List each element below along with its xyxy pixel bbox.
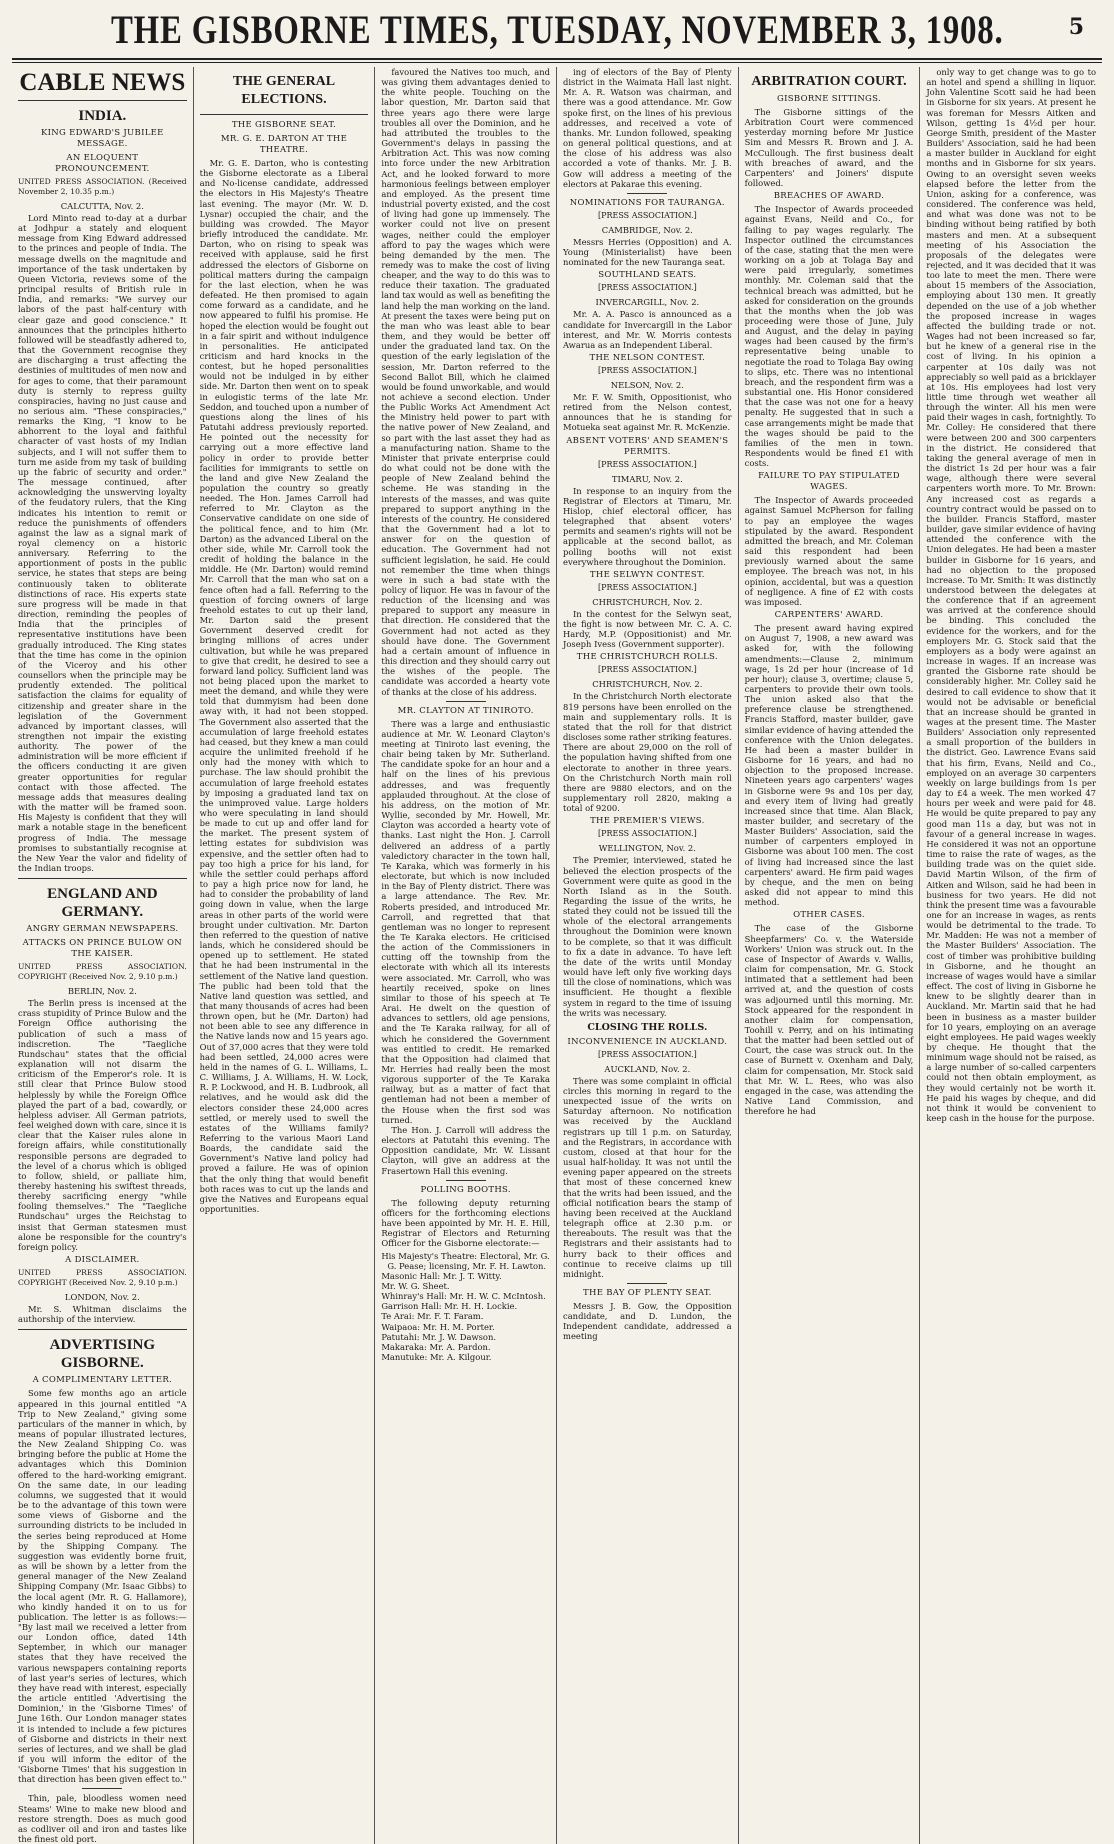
- absent-body: In response to an inquiry from the Registrar of Electors at Timaru, Mr. Hislop, chief electoral officer, has telegraphed that absent voters' permits and seamen's rights will not be applicable at the second ballot, as polling booths will not exist everywhere throughout the Dominion.: [563, 485, 732, 567]
- failure-body: The Inspector of Awards proceeded against Samuel McPherson for failing to pay an employee the wages stipulated by the award. Respondent admitted the breach, and Mr. Coleman said this respondent had been previously warned about the same employee. The breach was not, in his opinion, accidental, but was a question of negligence. A fine of £2 with costs was imposed.: [744, 495, 914, 607]
- clayton-heading: MR. CLAYTON AT TINIROTO.: [397, 705, 534, 716]
- absent-heading: ABSENT VOTERS' AND SEAMEN'S PERMITS.: [566, 435, 729, 457]
- india-subheading-2: AN ELOQUENT PRONOUNCEMENT.: [55, 153, 150, 174]
- columns: [12, 67, 1102, 1844]
- other-cases-heading: OTHER CASES.: [793, 910, 865, 921]
- list-item: Te Arai: Mr. F. T. Faram.: [381, 1311, 484, 1322]
- disclaimer-dateline: LONDON, Nov. 2.: [64, 1292, 140, 1303]
- gisborne-seat-subheading: THE GISBORNE SEAT.: [231, 120, 337, 130]
- arbitration-subheading: GISBORNE SITTINGS.: [777, 94, 881, 104]
- list-item: Manutuke: Mr. A. Kilgour.: [381, 1352, 492, 1363]
- premier-body: The Premier, interviewed, stated he believed the election prospects of the Government were quite as good in the North Island as in the South. Regarding the issue of the writs, he stated they could not be issued till the whole of the electoral arrangements throughout the Dominion were known to be complete, so that it was difficult to fix a date in advance. To have left the date of the writs until Monday would have left only five working days till the close of nominations, which was insufficient. He thought a flexible system in regard to the time of issuing the writs was necessary.: [563, 855, 732, 1018]
- nominations-body: Messrs Herries (Opposition) and A. Young (Ministerialist) have been nominated for the new Tauranga seat.: [563, 236, 732, 268]
- rolls-credit: [PRESS ASSOCIATION.]: [597, 665, 697, 675]
- absent-credit: [PRESS ASSOCIATION.]: [597, 459, 697, 469]
- masthead-title: THE GISBORNE TIMES, TUESDAY, NOVEMBER 3, 1908.: [110, 6, 1004, 52]
- column-3: [375, 67, 557, 1844]
- other-cases-body: The case of the Gisborne Sheepfarmers' Co. v. the Waterside Workers' Union was struck out. In the case of Inspector of Awards v. Wallis, claim for compensation, Mr. G. Stock intimated that a settlement had been arrived at, and the question of costs was adjourned until this morning. Mr. Stock appeared for the respondent in another claim for compensation, Toohill v. Perry, and on his intimating that the matter had been settled out of Court, the case was struck out. In the case of Burnett v. Oxenham and Daly, claim for compensation, Mr. Stock said that Mr. W. L. Rees, who was also engaged in the case, was attending the Native Land Commission, and therefore he had: [744, 923, 914, 1117]
- divider: [627, 193, 667, 194]
- list-item: Masonic Hall: Mr. J. T. Witty.: [381, 1270, 502, 1281]
- disclaimer-heading: A DISCLAIMER.: [65, 1255, 140, 1266]
- list-item: Mr. W. G. Sheet.: [381, 1280, 450, 1291]
- disclaimer-body: Mr. S. Whitman disclaims the authorship of the interview.: [18, 1304, 187, 1325]
- closing-rolls-body: There was some complaint in official circles this morning in regard to the unexpected issue of the writs on Saturday afternoon. No notification was received by the Auckland registrars up till 1 p.m. on Saturday, and the Registrars, in accordance with custom, closed at that hour for the usual half-holiday. It was not until the evening paper appeared on the streets that most of these concerned knew that the writs had been issued, and the official notification bears the stamp of having been received at the Auckland telegraph office at 2.30 p.m. or thereabouts. The result was that the Registrars and their assistants had to hurry back to their offices and continue to receive claims up till midnight.: [563, 1075, 732, 1279]
- failure-heading: FAILURE TO PAY STIPULATED WAGES.: [758, 471, 900, 493]
- divider: [18, 878, 187, 879]
- carpenters-body: The present award having expired on August 7, 1908, a new award was asked for, with the following amendments:—Clause 2, minimum wage, 1s 2d per hour (increase of 1d per hour); clause 3, overtime; clause 5, carpenters to provide their own tools. The union asked also that the preference clause be strengthened. Francis Stafford, master builder, gave similar evidence of having attended the conference with the Union delegates. He had been a master builder in Gisborne for 16 years, and had no objection to the proposed increase. Nineteen years ago carpenters' wages in Gisborne were 9s and 10s per day, and every item of living had greatly increased since that time. Alan Black, master builder, and secretary of the Master Builders' Association, said the number of carpenters employed in Gisborne was about 100 men. The cost of living had increased since the last carpenters' award. He firm paid wages by cheque, and the men on being asked did not appear to mind this method.: [744, 623, 914, 908]
- england-credit: UNITED PRESS ASSOCIATION. COPYRIGHT (Received Nov. 2, 9.10 p.m.): [18, 962, 187, 982]
- polling-body: The following deputy returning officers for the forthcoming elections have been appointed by Mr. H. E. Hill, Registrar of Electors and Returning Officer for the Gisborne electorate:—: [381, 1197, 550, 1249]
- premier-dateline: WELLINGTON, Nov. 2.: [598, 843, 696, 854]
- column-6: [920, 67, 1102, 1844]
- divider: [18, 1329, 187, 1330]
- selwyn-body: In the contest for the Selwyn seat, the fight is now between Mr. C. A. C. Hardy, M.P. (Oppositionist) and Mr. Joseph Ivess (Government supporter).: [563, 608, 732, 650]
- england-dateline: BERLIN, Nov. 2.: [67, 986, 137, 997]
- advertising-closing: Thin, pale, bloodless women need Steams' Wine to make new blood and restore strength. Does as much good as codliver oil and iron and tastes like the finest old port.: [18, 1793, 187, 1844]
- plenty-heading: THE BAY OF PLENTY SEAT.: [583, 1287, 712, 1298]
- list-item: Whinray's Hall: Mr. H. W. C. McIntosh.: [381, 1291, 546, 1302]
- premier-heading: THE PREMIER'S VIEWS.: [590, 816, 705, 827]
- rolls-dateline: CHRISTCHURCH, Nov. 2.: [592, 679, 703, 690]
- selwyn-credit: [PRESS ASSOCIATION.]: [597, 582, 697, 592]
- nelson-heading: THE NELSON CONTEST.: [589, 352, 706, 363]
- selwyn-dateline: CHRISTCHURCH, Nov. 2.: [592, 596, 703, 607]
- southland-body: Mr. A. A. Pasco is announced as a candidate for Invercargill in the Labor interest, and Mr. W. Morris contests Awarua as an Independent Liberal.: [563, 309, 732, 350]
- polling-heading: POLLING BOOTHS.: [420, 1184, 511, 1195]
- england-subheading-2: ATTACKS ON PRINCE BULOW ON THE KAISER.: [22, 938, 182, 960]
- divider: [18, 100, 187, 101]
- list-item: Garrison Hall: Mr. H. H. Lockie.: [381, 1301, 518, 1312]
- absent-dateline: TIMARU, Nov. 2.: [611, 473, 683, 484]
- disclaimer-credit: UNITED PRESS ASSOCIATION. COPYRIGHT (Received Nov. 2, 9.10 p.m.): [18, 1268, 187, 1288]
- column-1: [12, 67, 194, 1844]
- elections-heading: THE GENERAL ELECTIONS.: [232, 74, 336, 107]
- advertising-heading: ADVERTISING GISBORNE.: [49, 1337, 155, 1372]
- advertising-subheading: A COMPLIMENTARY LETTER.: [32, 1375, 173, 1386]
- rolls-body: In the Christchurch North electorate 819 persons have been enrolled on the main and supplementary rolls. It is stated that the roll for that district discloses some rather striking features. There are about 29,000 on the roll of the population having shifted from one electorate to another in three years. On the Christchurch North main roll there are 9880 electors, and on the supplementary roll 2820, making a total of 9200.: [563, 691, 732, 814]
- england-subheading: ANGRY GERMAN NEWSPAPERS.: [26, 924, 179, 935]
- list-item: Makaraka: Mr. A. Pardon.: [381, 1341, 491, 1352]
- column-5: [739, 67, 921, 1844]
- divider: [627, 1283, 667, 1284]
- darton-body-continued: favoured the Natives too much, and was giving them advantages denied to the white people. Touching on the labor question, Mr. Darton said that three years ago there were large troubles all over the Dominion, and he had attributed the troubles to the Government's delays in passing the Arbitration Act. This was now coming into force under the new Arbitration Act, and he looked forward to more harmonious feelings between employer and employed. As the present time industrial poverty existed, and the cost of living had gone up immensely. The worker could not live on present wages, neither could the employer afford to pay the wages which were being demanded by the men. The remedy was to make the cost of living cheaper, and the way to do this was to reduce their taxation. The graduated land tax would as well as benefiting the land help the man working on the land. At present the taxes were being put on the man who was least able to bear them, and they would be better off under the graduated land tax. On the question of the early legislation of the session, Mr. Darton referred to the Second Ballot Bill, which he claimed would be found unworkable, and would not achieve a second election. Under the Public Works Act Amendment Act the Ministry held power to part with the native power of New Zealand, and so part with the last asset they had as a manufacturing nation. Shame to the Minister that private enterprise could do what could not be done with the people of New Zealand behind the scheme. He was standing in the interests of the masses, and was quite prepared to support anything in the interests of the country. He considered that the Government had a lot to answer for on the question of education. The Government had not sufficient legislation, he said. He could not remember the time when things were in such a bad state with the policy of liquor. He was in favour of the reduction of the licensing and was prepared to support any measure in that direction. He considered that the Government had not acted as they should have done. The Government had a certain amount of influence in this direction and they should carry out the wishes of the people. The candidate was accorded a hearty vote of thanks at the close of his address.: [381, 67, 550, 697]
- selwyn-heading: THE SELWYN CONTEST.: [589, 569, 705, 580]
- closing-rolls-heading: CLOSING THE ROLLS.: [587, 1021, 708, 1033]
- closing-rolls-dateline: AUCKLAND, Nov. 2.: [604, 1063, 691, 1074]
- masthead: [12, 0, 1102, 60]
- plenty-body-continued: ing of electors of the Bay of Plenty district in the Waimata Hall last night. Mr. A. R. Watson was chairman, and there was a good attendance. Mr. Gow spoke first, on the lines of his previous addresses, and received a vote of thanks. Mr. Lundon followed, speaking on general political questions, and at the close of his address was also accorded a vote of thanks. Mr. J. B. Gow will address a meeting of the electors at Pakarae this evening.: [563, 67, 732, 189]
- masthead-rule: [12, 60, 1102, 63]
- page-number: 5: [1068, 14, 1084, 40]
- darton-subheading: MR. G. E. DARTON AT THE THEATRE.: [220, 134, 348, 155]
- polling-list: [381, 1251, 550, 1363]
- southland-heading: SOUTHLAND SEATS.: [598, 270, 697, 281]
- divider: [200, 114, 369, 115]
- list-item: Patutahi: Mr. J. W. Dawson.: [381, 1331, 497, 1342]
- clayton-body: There was a large and enthusiastic audience at Mr. W. Leonard Clayton's meeting at Tiniroto last evening, the chair being taken by Mr. Sutherland. The candidate spoke for an hour and a half on the lines of his previous addresses, and was frequently applauded throughout. At the close of his address, on the motion of Mr. Wyllie, seconded by Mr. Howell, Mr. Clayton was accorded a hearty vote of thanks. Last night the Hon. J. Carroll delivered an address of a partly valedictory character in the town hall, Te Karaka, which was formerly in his electorate, but which is now included in the Bay of Plenty district. There was a large attendance. The Rev. Mr. Roberts presided, and introduced Mr. Carroll, and regretted that that gentleman was no longer to represent the Te Karaka electors. He criticised the action of the Commissioners in cutting off the township from the electorate with which all its interests were associated. Mr. Carroll, who was heartily received, spoke on lines similar to those of his speech at Te Arai. He dwelt on the question of advances to settlers, old age pensions, and the Te Karaka railway, for all of which he considered the Government was entitled to credit. He remarked that the Opposition had claimed that Mr. Herries had really been the most vigorous supporter of the Te Karaka railway, but as a matter of fact that gentleman had not been a member of the House when the first sod was turned.: [381, 718, 550, 1125]
- india-heading: INDIA.: [78, 108, 127, 124]
- divider: [446, 1180, 486, 1181]
- nominations-heading: NOMINATIONS FOR TAURANGA.: [569, 197, 725, 208]
- breaches-body: The Inspector of Awards proceeded against Evans, Neild and Co., for failing to pay wages regularly. The Inspector outlined the circumstances of the case, stating that the men were working on a job at Tolaga Bay and were paid irregularly, sometimes monthly. Mr. Coleman said that the technical breach was admitted, but he asked for consideration on the grounds that the months when the job was proceeding were those of June, July and August, and the delay in paying wages had been caused by the firm's representative being unable to negotiate the road to Tolaga Bay owing to slips, etc. There was no intentional breach, and the respondent firm was a substantial one. His Honor considered that the case was not one for a heavy penalty. He suggested that in such a case arrangements might be made that the wages should be paid to the families of the men in town. Respondents would be fined £1 with costs.: [744, 204, 914, 469]
- southland-dateline: INVERCARGILL, Nov. 2.: [595, 297, 700, 308]
- plenty-body: Messrs J. B. Gow, the Opposition candidate, and D. Lundon, the Independent candidate, addressed a meeting: [563, 1300, 732, 1342]
- carpenters-evidence-body: only way to get change was to go to an hotel and spend a shilling in liquor. John Valentine Scott said he had been in Gisborne for six years. At present he was foreman for Messrs Aitken and Wilson, getting 1s 4½d per hour. George Smith, president of the Master Builders' Association, said he had been a master builder in Auckland for eight months and in Gisborne for six years. Owing to an oversight seven weeks elapsed before the letter from the Union, asking for a conference, was considered. The conference was held, and what was done was not to be binding without being ratified by both masters and men. At a subsequent meeting of his Association the proposals of the delegates were rejected, and it was decided that it was too late to meet the men. There were about 15 members of the Association, employing about 130 men. It greatly depended on the use of a job whether the proposed increase in wages affected the building trade or not. Wages had not been increased so far, but he knew of a general rise in the cost of living. In his opinion a carpenter at 10s daily was not appreciably so well paid as a bricklayer at 10s. His employees had lost very little time through wet weather all through the winter. All his men were paid their wages in cash, fortnightly. To Mr. Colley: He considered that there were between 200 and 300 carpenters in the district. He considered that taking the general average of men in the district 1s 2d per hour was a fair wage, although there were several carpenters worth more. To Mr. Brown: Any increased cost as regards a country contract would be passed on to the builder. Francis Stafford, master builder, gave similar evidence of having attended the conference with the Union delegates. He had been a master builder in Gisborne for 16 years, and had no objection to the proposed increase. To Mr. Smith: It was distinctly understood between the delegates at the conference that if an agreement was arrived at the conference should be binding. This concluded the evidence for the workers, and for the employers Mr. G. Stock said that the employers as a body were against an increase in wages. If an increase was granted the Gisborne rate should be considerably higher. Mr. Colley said he desired to call evidence to show that it would not be advisable or beneficial that an increase should be granted in wages at the present time. The Master Builders' Association only represented a small proportion of the builders in the district. Geo. Lawrence Evans said that his firm, Evans, Neild and Co., employed on an average 30 carpenters weekly on large buildings from 1s per day to £4 a week. The men worked 47 hours per week and were paid for 48. He would be quite prepared to pay any good man 11s a day, but was not in favour of a general increase in wages. He considered it was not an opportune time to raise the rate of wages, as the building trade was on the quiet side. David Martin Wilson, of the firm of Aitken and Wilson, said he had been in business for two years. He did not think the present time was a favourable one for an increase in wages, as rents would be detrimental to the trade. To Mr. Madden: He was not a member of the Master Builders' Association. The cost of timber was prohibitive building in Gisborne, and he thought an increase of wages would have a similar effect. The cost of living in Gisborne he knew to be slightly dearer than in Auckland. Mr. Martin said that he had been in business as a master builder for 10 years, employing on an average eight employees. He paid wages weekly by cheque. He thought that the minimum wage should not be raised, as a large number of so-called carpenters could not then obtain employment, as they would certainly not be worth it. He paid his wages by cheque, and did not think it would be convenient to keep cash in the house for the purpose.: [926, 67, 1096, 1124]
- india-dateline: CALCUTTA, Nov. 2.: [60, 201, 144, 211]
- clayton-closing: The Hon. J. Carroll will address the electors at Patutahi this evening. The Opposition candidate, Mr. W. Lissant Clayton, will give an address at the Frasertown Hall this evening.: [381, 1124, 550, 1176]
- nelson-dateline: NELSON, Nov. 2.: [610, 379, 684, 390]
- advertising-body: Some few months ago an article appeared in this journal entitled "A Trip to New Zealand," giving some particulars of the manner in which, by means of popular illustrated lectures, the New Zealand Shipping Co. was bringing before the public at Home the advantages which this Dominion offered to the hard-working emigrant. On the same date, in our leading columns, we suggested that it would be to the advantage of this town were some views of Gisborne and the surrounding districts to be included in the series being reproduced at Home by the Shipping Company. The suggestion was evidently borne fruit, as will be shown by a letter from the general manager of the New Zealand Shipping Company (Mr. Isaac Gibbs) to the local agent (Mr. R. G. Hallamore), who kindly handed it on to us for publication. The letter is as follows:— "By last mail we received a letter from our London office, dated 14th September, in which our manager states that they have received the various newspapers containing reports of last year's series of lectures, which they have read with interest, especially the article entitled 'Advertising the Dominion,' in the 'Gisborne Times' of June 16th. Our London manager states it is intended to include a few pictures of Gisborne and districts in their next series of lectures, and we shall be glad if you will inform the editor of the 'Gisborne Times' that his suggestion in that direction has been given effect to.": [18, 1388, 187, 1785]
- england-heading: ENGLAND AND GERMANY.: [47, 886, 158, 921]
- nelson-body: Mr. F. W. Smith, Oppositionist, who retired from the Nelson contest, announces that he is standing for Motueka seat against Mr. R. McKenzie.: [563, 391, 732, 433]
- column-2: [194, 67, 376, 1844]
- rolls-heading: THE CHRISTCHURCH ROLLS.: [576, 652, 718, 663]
- darton-body: Mr. G. E. Darton, who is contesting the Gisborne electorate as a Liberal and No-license candidate, addressed the electors in His Majesty's Theatre last evening. The mayor (Mr. W. D. Lysnar) occupied the chair, and the building was crowded. The Mayor briefly introduced the candidate. Mr. Darton, who on rising to speak was received with applause, said he first addressed the electors of Gisborne on political matters during the campaign for the last election, when he was defeated. He then promised to again come forward as a candidate, and he now appeared to fulfil his promise. He hoped the election would be fought out in a fair spirit and without indulgence in personalities. He anticipated criticism and hard knocks in the contest, but he hoped personalities would not be indulged in by either side. Mr. Darton then went on to speak in eulogistic terms of the late Mr. Seddon, and touched upon a number of questions along the lines of his Patutahi address previously reported. He pointed out the necessity for carrying out a more effective land policy in order to provide better facilities for immigrants to settle on the land and give New Zealand the population the country so greatly needed. The Hon. James Carroll had referred to Mr. Clayton as the Conservative candidate on one side of the political fence, and to him (Mr. Darton) as the advanced Liberal on the other side, while Mr. Carroll took the credit of holding the balance in the middle. He (Mr. Darton) would remind Mr. Carroll that the man who sat on a fence often had a fall. Referring to the question of forcing owners of large freehold estates to cut up their land, Mr. Darton said the present Government deserved credit for bringing millions of acres under cultivation, but while he was prepared to give that credit, he desired to see a forward land policy. Sufficient land was not being placed upon the market to meet the demand, and while they were told that dummyism had been done away with, it had not been stopped. The Government also asserted that the accumulation of large freehold estates had ceased, but they knew a man could acquire the unlimited freehold if he only had the money with which to purchase. The law should prohibit the accumulation of large freehold estates by imposing a graduated land tax on the unimproved value. Large holders who were speculating in land should be made to cut up and offer land for the market. The present system of letting estates for subdivision was expensive, and the settler often had to pay too high a price for his land, for while the settler could perhaps afford to pay a high price now for land, he had to consider the probability of land going down in value, when the large areas in other parts of the world were brought under cultivation. Mr. Darton then referred to the question of native lands, which he considered should be opened up to settlement. He stated that he had been instrumental in the settlement of the Native land question. The public had been told that the Native land question was settled, and that many thousands of acres had been thrown open, but he (Mr. Darton) had not been able to see any difference in the Native lands now and 15 years ago. Out of 37,000 acres that they were told had been settled, 24,000 acres were held in the names of G. L. Williams, L. C. Williams, J. A. Williams, H. W. Lock, R. P. Lockwood, and H. B. Ludbrook, all relatives, and he would ask did the electors consider these 24,000 acres settled, or merely used to swell the estates of the Williams family? Referring to the various Maori Land Boards, the candidate said the Government's Native land policy had proved a failure. He was of opinion that the only thing that would benefit both races was to cut up the lands and give the Natives and Europeans equal opportunities.: [199, 158, 369, 1215]
- arbitration-body: The Gisborne sittings of the Arbitration Court were commenced yesterday morning before Mr Justice Sim and Messrs R. Brown and J. A. McCullough. The first business dealt with breaches of award, and the Carpenters' and Joiners' dispute followed.: [744, 107, 914, 189]
- nominations-dateline: CAMBRIDGE, Nov. 2.: [601, 224, 693, 235]
- premier-credit: [PRESS ASSOCIATION.]: [597, 829, 697, 839]
- closing-rolls-subheading: INCONVENIENCE IN AUCKLAND.: [567, 1036, 728, 1047]
- arbitration-heading: ARBITRATION COURT.: [751, 74, 907, 89]
- cable-news-heading: CABLE NEWS: [19, 69, 186, 96]
- southland-credit: [PRESS ASSOCIATION.]: [597, 283, 697, 293]
- nelson-credit: [PRESS ASSOCIATION.]: [597, 365, 697, 375]
- india-subheading: KING EDWARD'S JUBILEE MESSAGE.: [40, 128, 164, 149]
- column-4: [557, 67, 739, 1844]
- breaches-heading: BREACHES OF AWARD.: [773, 191, 885, 202]
- england-body: The Berlin press is incensed at the crass stupidity of Prince Bulow and the Foreign Office authorising the publication of such a mass of indiscretion. The "Taegliche Rundschau" states that the official explanation will not disarm the criticism of the Emperor's role. It is still clear that Prince Bulow stood helplessly by while the Foreign Office played the part of a bad, cowardly, or helpless adviser. All German patriots, feel weighed down with care, since it is clear that the Kaiser rules alone in foreign affairs, while constitutionally responsible persons are degraded to the level of a chorus which is obliged to follow, shield, or palliate him, thereby hastening his swiftest threads, thereby sacrificing energy "while fooling themselves." The "Taegliche Rundschau" urges the Reichstag to insist that German statesmen must alone be responsible for the country's foreign policy.: [18, 998, 187, 1252]
- divider: [446, 701, 486, 702]
- list-item: Waipaoa: Mr. H. M. Porter.: [381, 1321, 495, 1332]
- india-body: Lord Minto read to-day at a durbar at Jodhpur a stately and eloquent message from King Edward addressed to the princes and people of India. The message dwells on the magnitude and importance of the task undertaken by Queen Victoria, reviews some of the principal results of British rule in India, and remarks: "We survey our labors of the past half-century with clear gaze and good conscience." It announces that the principles hitherto followed will be steadfastly adhered to, that the Government recognise they are discharging a trust affecting the destinies of multitudes of men now and for ages to come, that their paramount duty is sternly to repress guilty conspiracies, having no just cause and no serious aim. "These conspiracies," remarks the King, "I know to be abhorrent to the loyal and faithful character of vast hosts of my Indian subjects, and I will not suffer them to turn me aside from my task of building up the fabric of security and order." The message continued, after acknowledging the unswerving loyalty of the feudatory rulers, that the King indicates his intention to remit or reduce the punishments of offenders against the law as a signal mark of royal clemency on a historic anniversary. Referring to the apportionment of posts in the public service, he states that steps are being continuously taken to obliterate distinctions of race. His experts state sure progress will be made in that direction, reminding the peoples of India that the principles of representative institutions have been gradually introduced. The King states that the time has come in the opinion of the Viceroy and his other counsellors when the principle may be prudently extended. The political satisfaction the claims for equality of citizenship and greater share in the legislation of the Government advanced by important classes, will strengthen not impair the existing authority. The power of the administration will be more efficient if the officers conducting it are given greater opportunities for regular contact with those affected. The message adds that measures dealing with the matter will be framed soon. His Majesty is confident that they will mark a notable stage in the beneficent progress of India. The message promises to substantially recognise at the New Year the valor and fidelity of the Indian troops.: [18, 213, 187, 873]
- closing-rolls-credit: [PRESS ASSOCIATION.]: [597, 1049, 697, 1059]
- divider: [82, 1788, 122, 1789]
- india-credit: UNITED PRESS ASSOCIATION. (Received November 2, 10.35 p.m.): [18, 177, 187, 196]
- list-item: His Majesty's Theatre: Electoral, Mr. G. G. Pease; licensing, Mr. F. H. Lawton.: [381, 1250, 550, 1271]
- carpenters-heading: CARPENTERS' AWARD.: [774, 610, 884, 621]
- nominations-credit: [PRESS ASSOCIATION.]: [597, 210, 697, 220]
